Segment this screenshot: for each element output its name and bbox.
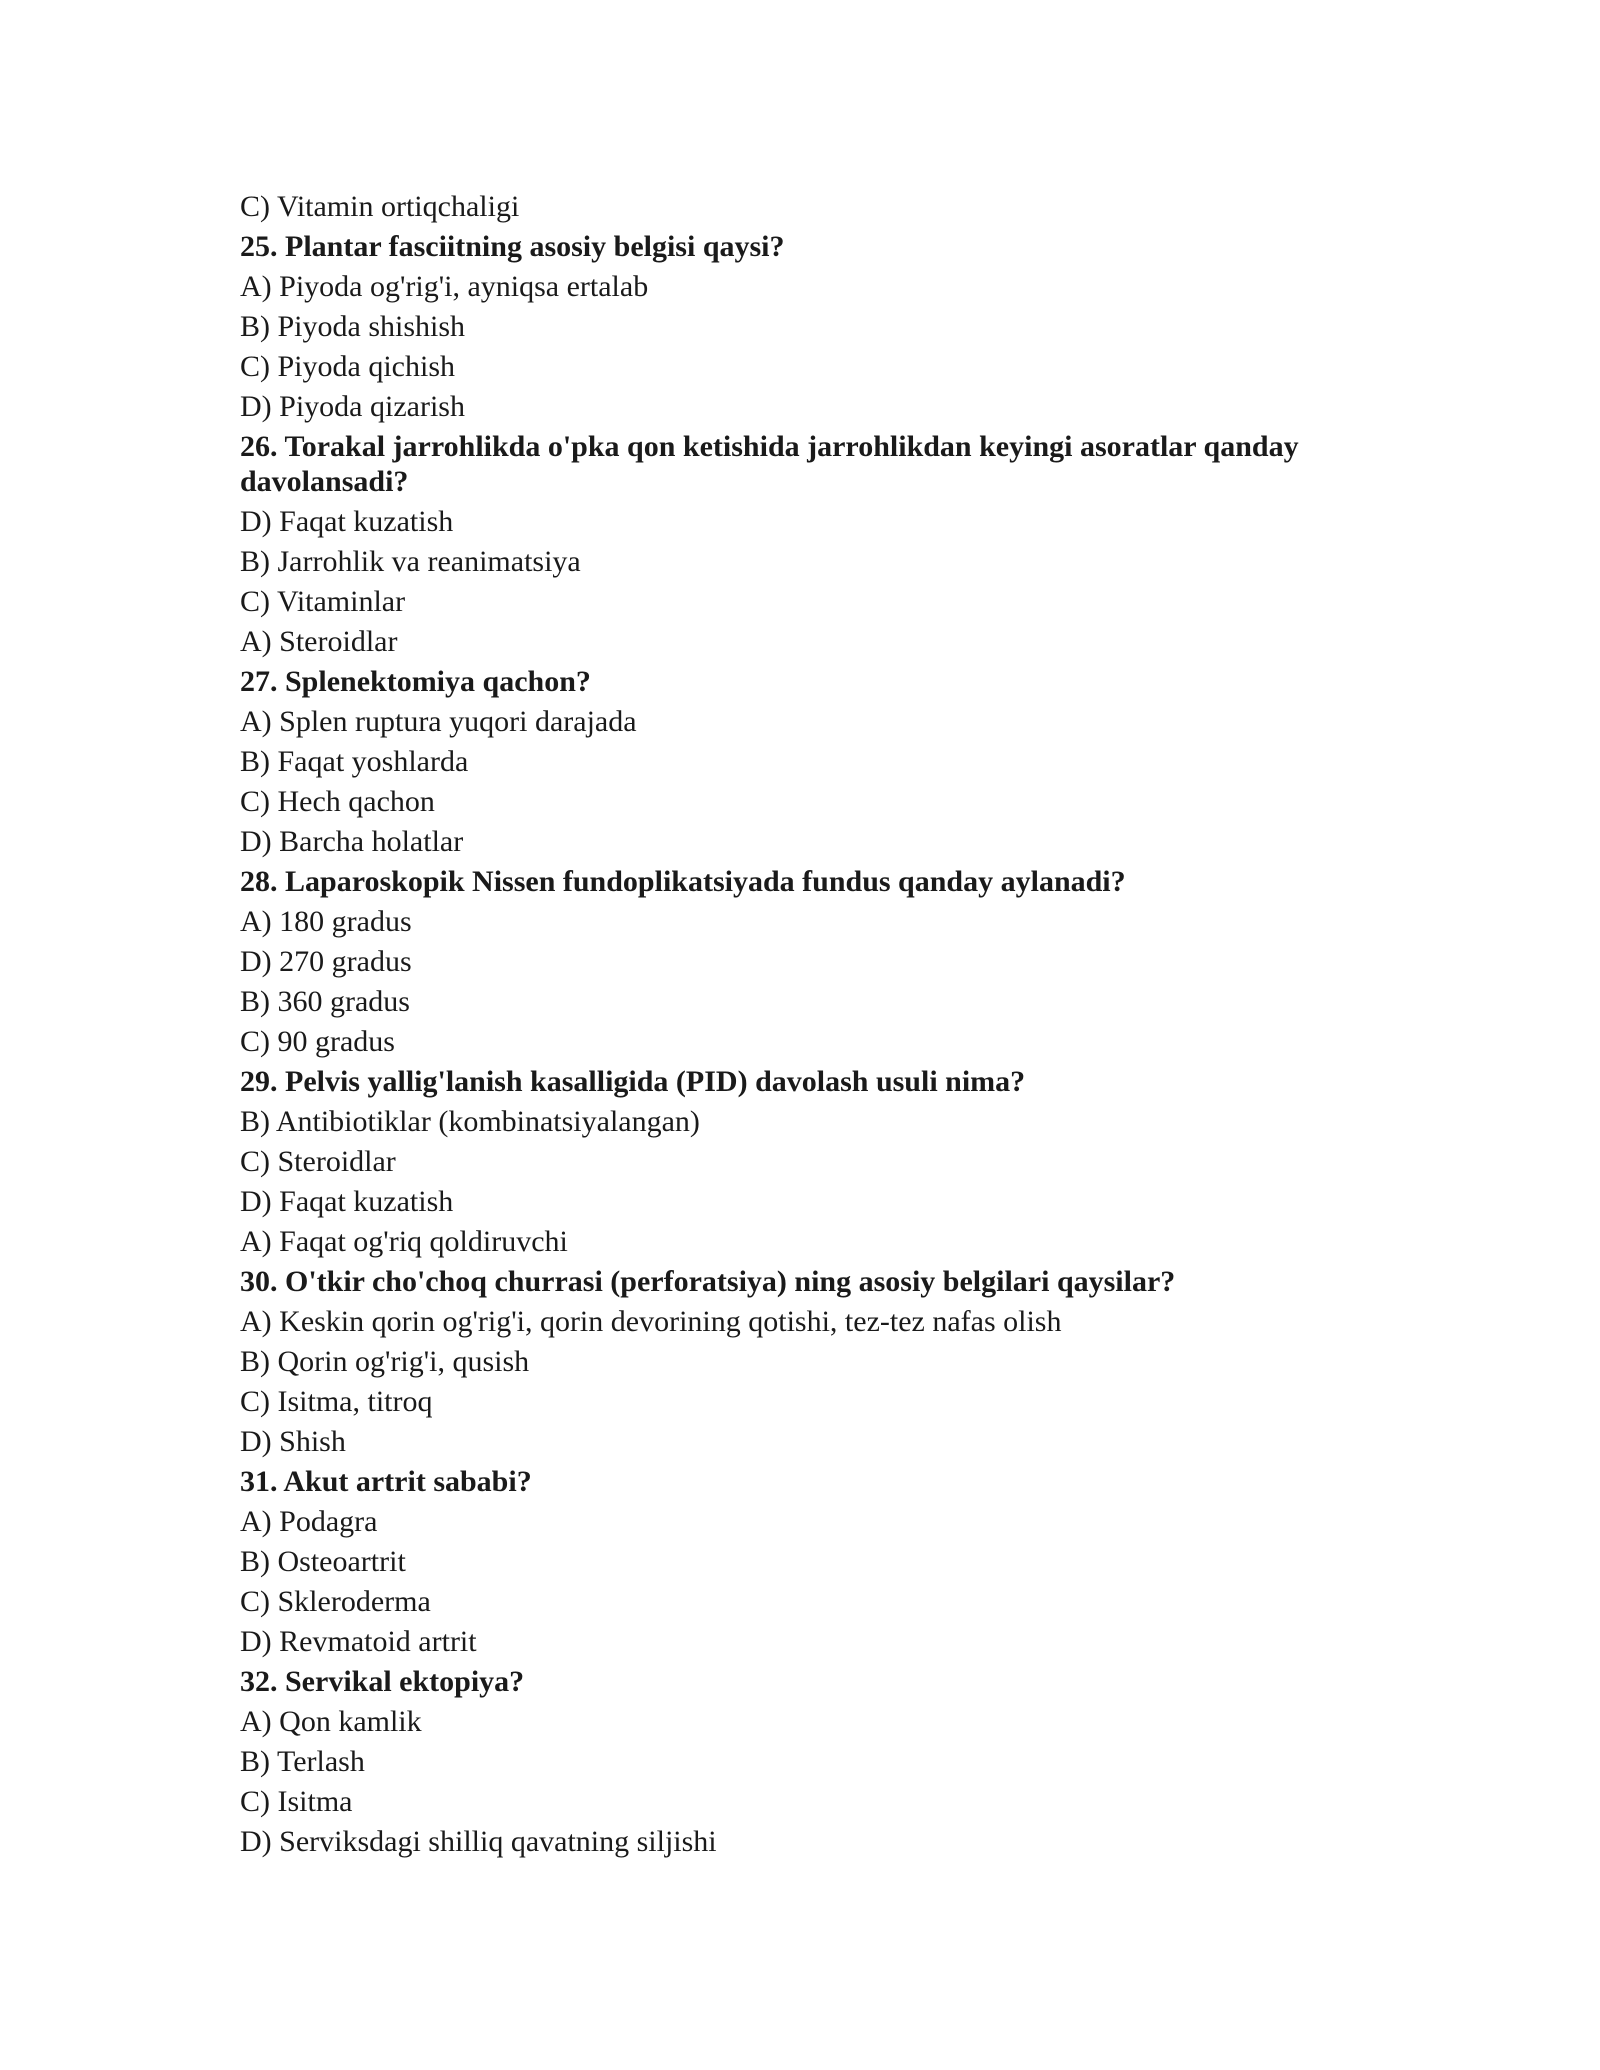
answer-option: C) Steroidlar (240, 1145, 396, 1178)
answer-option: B) Faqat yoshlarda (240, 745, 469, 778)
question-title: 27. Splenektomiya qachon? (240, 665, 591, 698)
question-block (240, 862, 1400, 1062)
answer-option: D) Revmatoid artrit (240, 1625, 477, 1658)
answer-option: C) 90 gradus (240, 1025, 395, 1058)
answer-option: C) Isitma, titroq (240, 1385, 433, 1418)
answer-option: A) 180 gradus (240, 905, 412, 938)
leading-option: C) Vitamin ortiqchaligi (240, 190, 520, 223)
question-list (240, 227, 1400, 1862)
answer-option: A) Keskin qorin og'rig'i, qorin devorining qotishi, tez-tez nafas olish (240, 1305, 1062, 1338)
answer-option: D) Barcha holatlar (240, 825, 464, 858)
question-title: 30. O'tkir cho'choq churrasi (perforatsiya) ning asosiy belgilari qaysilar? (240, 1265, 1176, 1298)
answer-option: B) Jarrohlik va reanimatsiya (240, 545, 581, 578)
answer-option: A) Podagra (240, 1505, 378, 1538)
answer-option: D) Shish (240, 1425, 346, 1458)
question-title: 29. Pelvis yallig'lanish kasalligida (PID) davolash usuli nima? (240, 1065, 1026, 1098)
answer-option: A) Faqat og'riq qoldiruvchi (240, 1225, 568, 1258)
answer-option: A) Qon kamlik (240, 1705, 422, 1738)
question-block (240, 1062, 1400, 1262)
question-block (240, 1262, 1400, 1462)
question-block (240, 427, 1400, 662)
question-block (240, 1662, 1400, 1862)
answer-option: B) Piyoda shishish (240, 310, 466, 343)
answer-option: D) Faqat kuzatish (240, 505, 454, 538)
answer-option: A) Piyoda og'rig'i, ayniqsa ertalab (240, 270, 649, 303)
answer-option: B) Antibiotiklar (kombinatsiyalangan) (240, 1105, 700, 1138)
answer-option: C) Hech qachon (240, 785, 435, 818)
answer-option: A) Steroidlar (240, 625, 398, 658)
answer-option: C) Isitma (240, 1785, 353, 1818)
answer-option: D) Serviksdagi shilliq qavatning siljishi (240, 1825, 717, 1858)
question-title: 26. Torakal jarrohlikda o'pka qon ketishida jarrohlikdan keyingi asoratlar qanday davolansadi? (240, 430, 1299, 498)
answer-option: D) Faqat kuzatish (240, 1185, 454, 1218)
question-title: 31. Akut artrit sababi? (240, 1465, 532, 1498)
answer-option: B) 360 gradus (240, 985, 410, 1018)
answer-option: D) Piyoda qizarish (240, 390, 465, 423)
answer-option: A) Splen ruptura yuqori darajada (240, 705, 637, 738)
question-block (240, 1462, 1400, 1662)
document-page (240, 187, 1400, 1862)
answer-option: D) 270 gradus (240, 945, 412, 978)
question-title: 32. Servikal ektopiya? (240, 1665, 525, 1698)
question-title: 25. Plantar fasciitning asosiy belgisi qaysi? (240, 230, 785, 263)
answer-option: C) Skleroderma (240, 1585, 431, 1618)
question-block (240, 227, 1400, 427)
answer-option: B) Osteoartrit (240, 1545, 406, 1578)
answer-option: C) Vitaminlar (240, 585, 406, 618)
answer-option: B) Terlash (240, 1745, 365, 1778)
question-title: 28. Laparoskopik Nissen fundoplikatsiyada fundus qanday aylanadi? (240, 865, 1126, 898)
question-block (240, 662, 1400, 862)
answer-option: C) Piyoda qichish (240, 350, 455, 383)
answer-option: B) Qorin og'rig'i, qusish (240, 1345, 530, 1378)
